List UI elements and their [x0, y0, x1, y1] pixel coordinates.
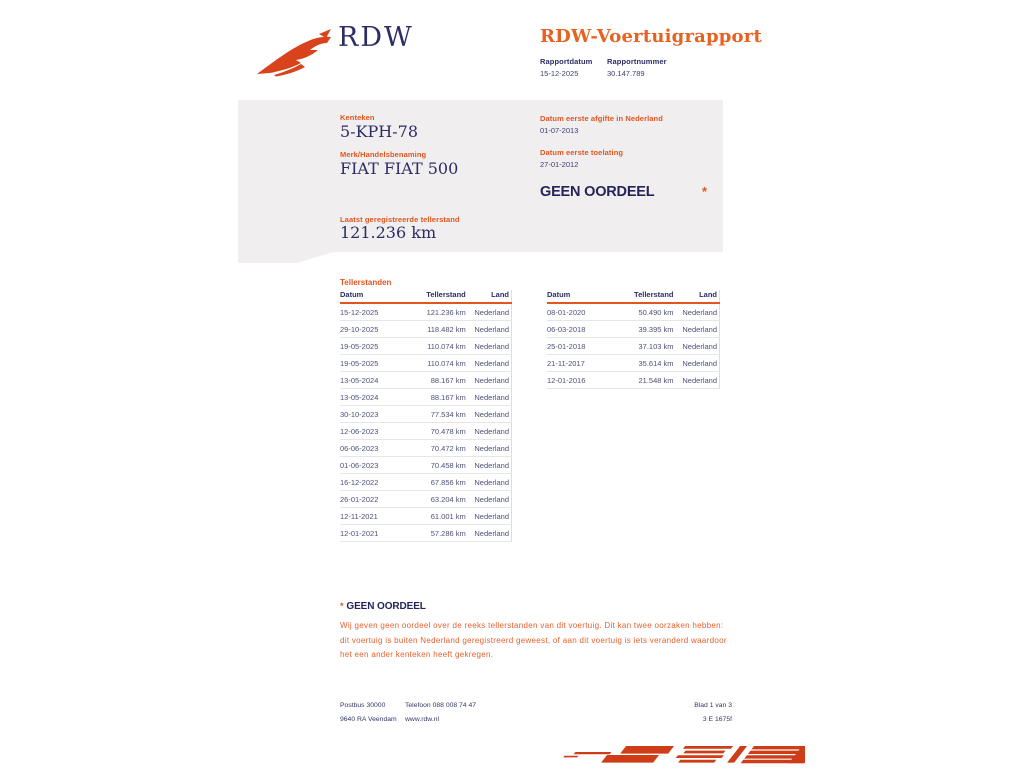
tellerstand-cell: 61.001 km [411, 508, 467, 525]
land-cell: Nederland [468, 457, 512, 474]
table-row [340, 406, 512, 423]
datum-cell: 30-10-2023 [340, 406, 411, 423]
table-row [547, 321, 720, 338]
column-header-datum: Datum [340, 290, 411, 303]
tellerstand-cell: 70.472 km [411, 440, 467, 457]
verdict-asterisk: * [702, 184, 708, 199]
tellerstand-cell: 37.103 km [619, 338, 676, 355]
rdw-bird-logo-icon [254, 26, 334, 78]
table-row [340, 457, 512, 474]
table-header [547, 290, 720, 303]
footer-website: www.rdw.nl [405, 716, 439, 723]
table-row [340, 321, 512, 338]
tellerstand-cell: 63.204 km [411, 491, 467, 508]
footer-page-number: Blad 1 van 3 [694, 702, 732, 709]
tellerstand-cell: 121.236 km [411, 303, 467, 321]
table-row [340, 303, 512, 321]
logo-wordmark: RDW [338, 22, 414, 53]
afgifte-label: Datum eerste afgifte in Nederland [540, 114, 663, 123]
land-cell: Nederland [676, 355, 720, 372]
datum-cell: 15-12-2025 [340, 303, 411, 321]
tellerstand-cell: 77.534 km [411, 406, 467, 423]
column-header-tellerstand: Tellerstand [411, 290, 467, 303]
rdw-stripe-graphic-icon [540, 741, 805, 768]
tellerstand-label: Laatst geregistreerde tellerstand [340, 215, 460, 224]
datum-cell: 12-01-2021 [340, 525, 411, 542]
tellerstand-cell: 35.614 km [619, 355, 676, 372]
datum-cell: 13-05-2024 [340, 372, 411, 389]
merk-label: Merk/Handelsbenaming [340, 150, 427, 159]
tellerstand-cell: 21.548 km [619, 372, 676, 389]
column-header-land: Land [676, 290, 720, 303]
datum-cell: 01-06-2023 [340, 457, 411, 474]
table-row [340, 508, 512, 525]
land-cell: Nederland [676, 372, 720, 389]
datum-cell: 25-01-2018 [547, 338, 619, 355]
table-row [340, 355, 512, 372]
land-cell: Nederland [468, 355, 512, 372]
table-row [547, 372, 720, 389]
vehicle-summary-box [238, 100, 723, 252]
kenteken-value: 5-KPH-78 [340, 122, 419, 141]
datum-cell: 08-01-2020 [547, 303, 619, 321]
report-date-value: 15-12-2025 [540, 69, 579, 78]
land-cell: Nederland [468, 406, 512, 423]
column-header-land: Land [468, 290, 512, 303]
merk-value: FIAT FIAT 500 [340, 159, 459, 178]
datum-cell: 06-06-2023 [340, 440, 411, 457]
datum-cell: 29-10-2025 [340, 321, 411, 338]
land-cell: Nederland [676, 321, 720, 338]
footnote-title: GEEN OORDEEL [346, 601, 426, 612]
land-cell: Nederland [468, 525, 512, 542]
toelating-label: Datum eerste toelating [540, 148, 624, 157]
tellerstanden-title: Tellerstanden [340, 278, 392, 287]
table-row [547, 338, 720, 355]
land-cell: Nederland [468, 491, 512, 508]
table-row [340, 389, 512, 406]
table-row [547, 303, 720, 321]
datum-cell: 19-05-2025 [340, 338, 411, 355]
table-header [340, 290, 512, 303]
tellerstand-cell: 67.856 km [411, 474, 467, 491]
tellerstand-cell: 50.490 km [619, 303, 676, 321]
table-row [340, 525, 512, 542]
tellerstanden-table-right [547, 290, 720, 389]
afgifte-value: 01-07-2013 [540, 126, 579, 135]
datum-cell: 12-01-2016 [547, 372, 619, 389]
tellerstand-cell: 88.167 km [411, 372, 467, 389]
footer-form-code: 3 E 1675f [702, 716, 732, 723]
column-header-tellerstand: Tellerstand [619, 290, 676, 303]
verdict-heading: GEEN OORDEEL [540, 184, 655, 200]
column-header-datum: Datum [547, 290, 619, 303]
datum-cell: 13-05-2024 [340, 389, 411, 406]
footnote-text: Wij geven geen oordeel over de reeks tellerstanden van dit voertuig. Dit kan twee oorzaken hebben: dit voertuig is buiten Nederland geregistreerd geweest, of aan dit voertuig is iets veranderd waardoor het een ander kenteken heeft gekregen. [340, 621, 727, 659]
page-title: RDW-Voertuigrapport [540, 26, 762, 47]
table-row [340, 423, 512, 440]
table-row [547, 355, 720, 372]
footer-phone: Telefoon 088 008 74 47 [405, 702, 477, 709]
tellerstanden-table-left [340, 290, 512, 542]
datum-cell: 06-03-2018 [547, 321, 619, 338]
datum-cell: 21-11-2017 [547, 355, 619, 372]
tellerstand-value: 121.236 km [340, 223, 437, 242]
kenteken-label: Kenteken [340, 113, 375, 122]
toelating-value: 27-01-2012 [540, 160, 579, 169]
summary-box-tail [238, 252, 333, 263]
tellerstand-cell: 88.167 km [411, 389, 467, 406]
land-cell: Nederland [468, 389, 512, 406]
land-cell: Nederland [468, 423, 512, 440]
datum-cell: 12-11-2021 [340, 508, 411, 525]
land-cell: Nederland [676, 338, 720, 355]
table-row [340, 491, 512, 508]
land-cell: Nederland [468, 474, 512, 491]
land-cell: Nederland [468, 303, 512, 321]
land-cell: Nederland [468, 440, 512, 457]
table-row [340, 338, 512, 355]
tellerstand-cell: 110.074 km [411, 355, 467, 372]
tellerstand-cell: 70.458 km [411, 457, 467, 474]
footnote-asterisk: * [340, 601, 344, 611]
land-cell: Nederland [468, 321, 512, 338]
footer-address-line1: Postbus 30000 [340, 702, 386, 709]
table-row [340, 372, 512, 389]
footer-address-line2: 9640 RA Veendam [340, 716, 397, 723]
land-cell: Nederland [468, 508, 512, 525]
tellerstand-cell: 57.286 km [411, 525, 467, 542]
report-number-value: 30.147.789 [607, 69, 645, 78]
land-cell: Nederland [468, 338, 512, 355]
tellerstand-cell: 70.478 km [411, 423, 467, 440]
tellerstand-cell: 118.482 km [411, 321, 467, 338]
land-cell: Nederland [468, 372, 512, 389]
datum-cell: 26-01-2022 [340, 491, 411, 508]
footnote-heading [340, 601, 426, 612]
table-row [340, 440, 512, 457]
datum-cell: 12-06-2023 [340, 423, 411, 440]
report-date-label: Rapportdatum [540, 57, 593, 66]
tellerstand-cell: 110.074 km [411, 338, 467, 355]
land-cell: Nederland [676, 303, 720, 321]
datum-cell: 16-12-2022 [340, 474, 411, 491]
table-row [340, 474, 512, 491]
datum-cell: 19-05-2025 [340, 355, 411, 372]
report-number-label: Rapportnummer [607, 57, 667, 66]
tellerstand-cell: 39.395 km [619, 321, 676, 338]
